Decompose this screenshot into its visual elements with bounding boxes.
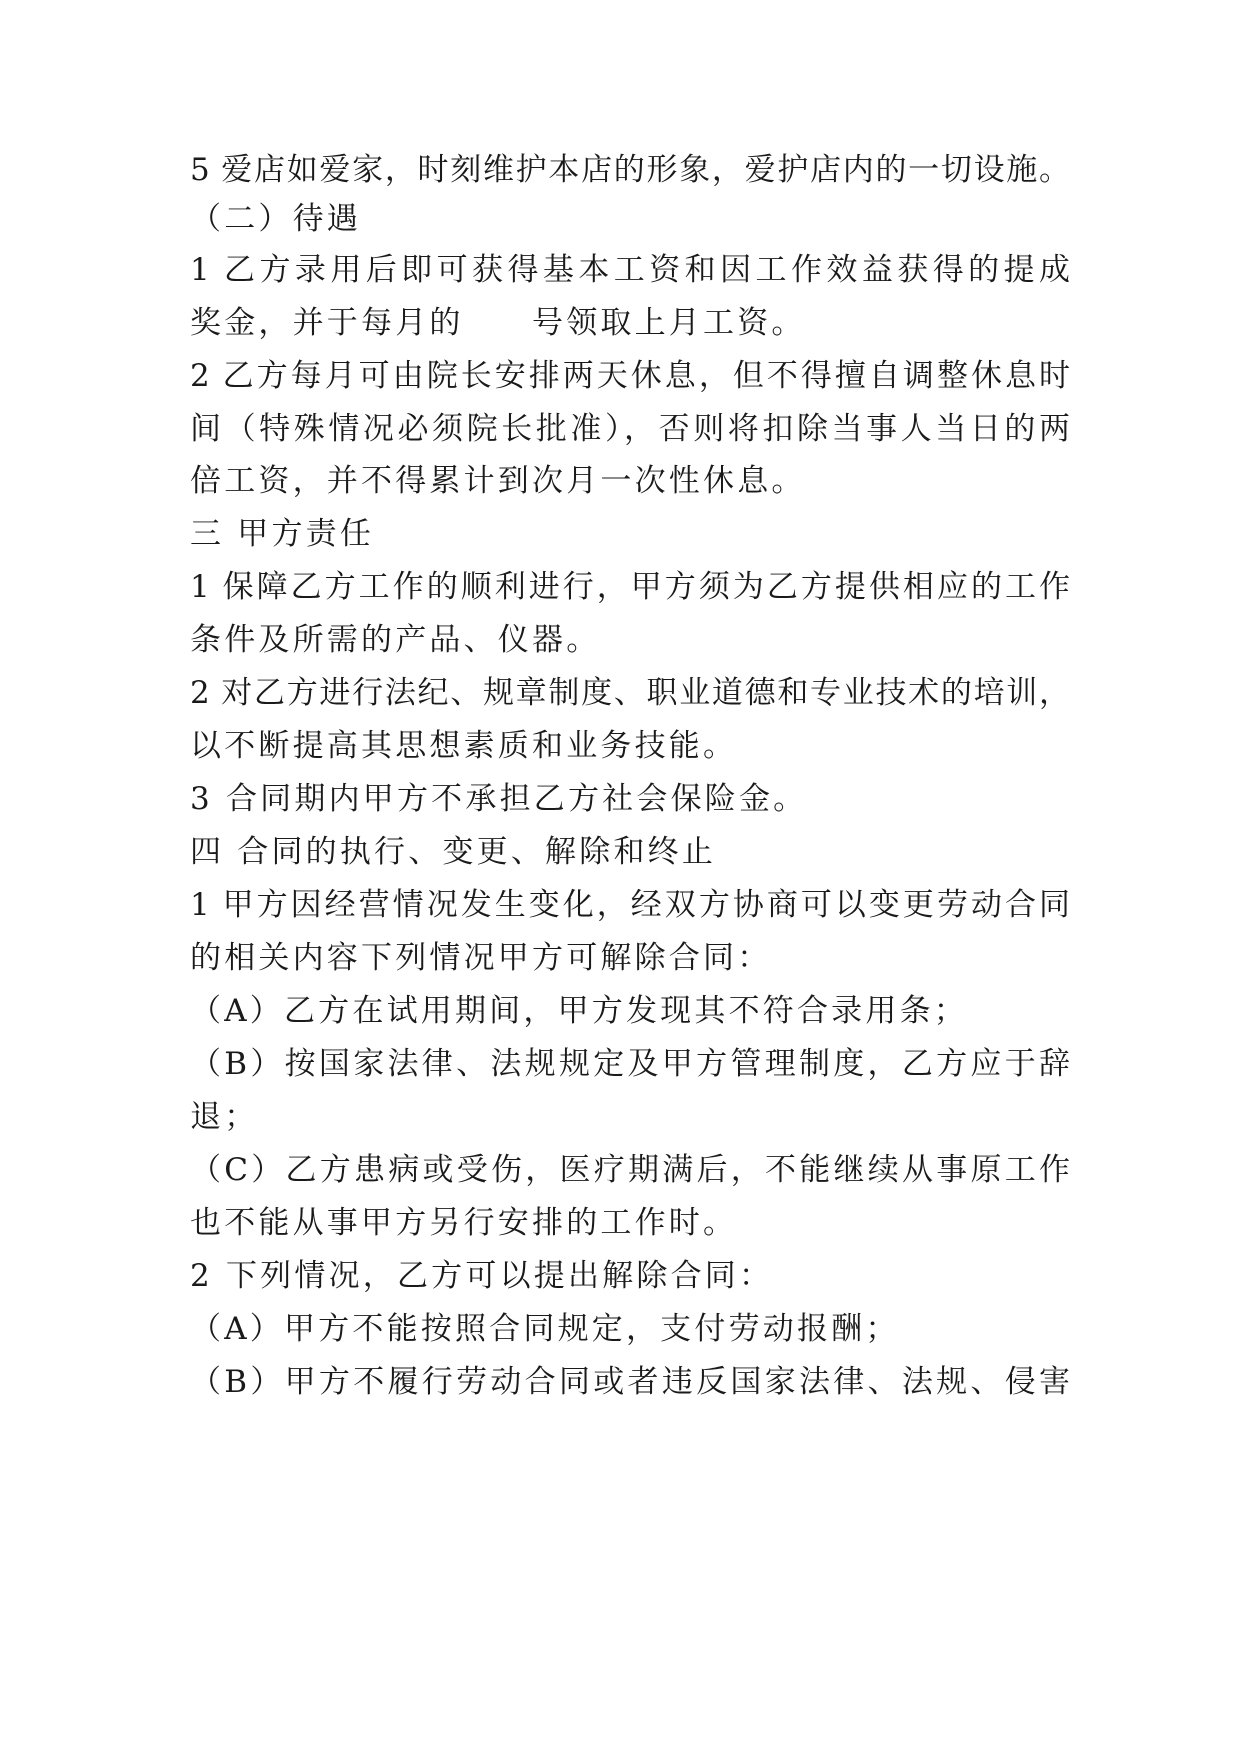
- text-line: 2 对乙方进行法纪、规章制度、职业道德和专业技术的培训，: [190, 675, 1070, 711]
- text-line: 2 下列情况，乙方可以提出解除合同：: [190, 1258, 774, 1294]
- text-line: 2 乙方每月可由院长安排两天休息，但不得擅自调整休息时: [190, 358, 1070, 394]
- text-line: 奖金，并于每月的 号领取上月工资。: [190, 305, 806, 341]
- text-line: 5 爱店如爱家，时刻维护本店的形象，爱护店内的一切设施。: [190, 152, 1070, 188]
- text-line: 3 合同期内甲方不承担乙方社会保险金。: [190, 781, 808, 817]
- text-line: （B）甲方不履行劳动合同或者违反国家法律、法规、侵害: [190, 1364, 1070, 1400]
- text-line: 也不能从事甲方另行安排的工作时。: [190, 1205, 738, 1241]
- text-line: 1 乙方录用后即可获得基本工资和因工作效益获得的提成: [190, 252, 1070, 288]
- text-line: 退；: [190, 1099, 259, 1135]
- text-line: （A）甲方不能按照合同规定，支付劳动报酬；: [190, 1311, 900, 1347]
- section-heading: 四 合同的执行、变更、解除和终止: [190, 834, 717, 870]
- text-line: 以不断提高其思想素质和业务技能。: [190, 728, 738, 764]
- text-line: （C）乙方患病或受伤，医疗期满后，不能继续从事原工作: [190, 1152, 1070, 1188]
- section-heading: 三 甲方责任: [190, 516, 375, 552]
- text-line: 倍工资，并不得累计到次月一次性休息。: [190, 463, 806, 499]
- section-heading: （二）待遇: [190, 201, 361, 237]
- text-line: （B）按国家法律、法规规定及甲方管理制度，乙方应于辞: [190, 1046, 1070, 1082]
- text-line: （A）乙方在试用期间，甲方发现其不符合录用条；: [190, 993, 968, 1029]
- text-line: 1 甲方因经营情况发生变化，经双方协商可以变更劳动合同: [190, 887, 1070, 923]
- text-line: 条件及所需的产品、仪器。: [190, 622, 601, 658]
- text-line: 间（特殊情况必须院长批准），否则将扣除当事人当日的两: [190, 411, 1070, 447]
- text-line: 的相关内容下列情况甲方可解除合同：: [190, 940, 772, 976]
- text-line: 1 保障乙方工作的顺利进行，甲方须为乙方提供相应的工作: [190, 569, 1070, 605]
